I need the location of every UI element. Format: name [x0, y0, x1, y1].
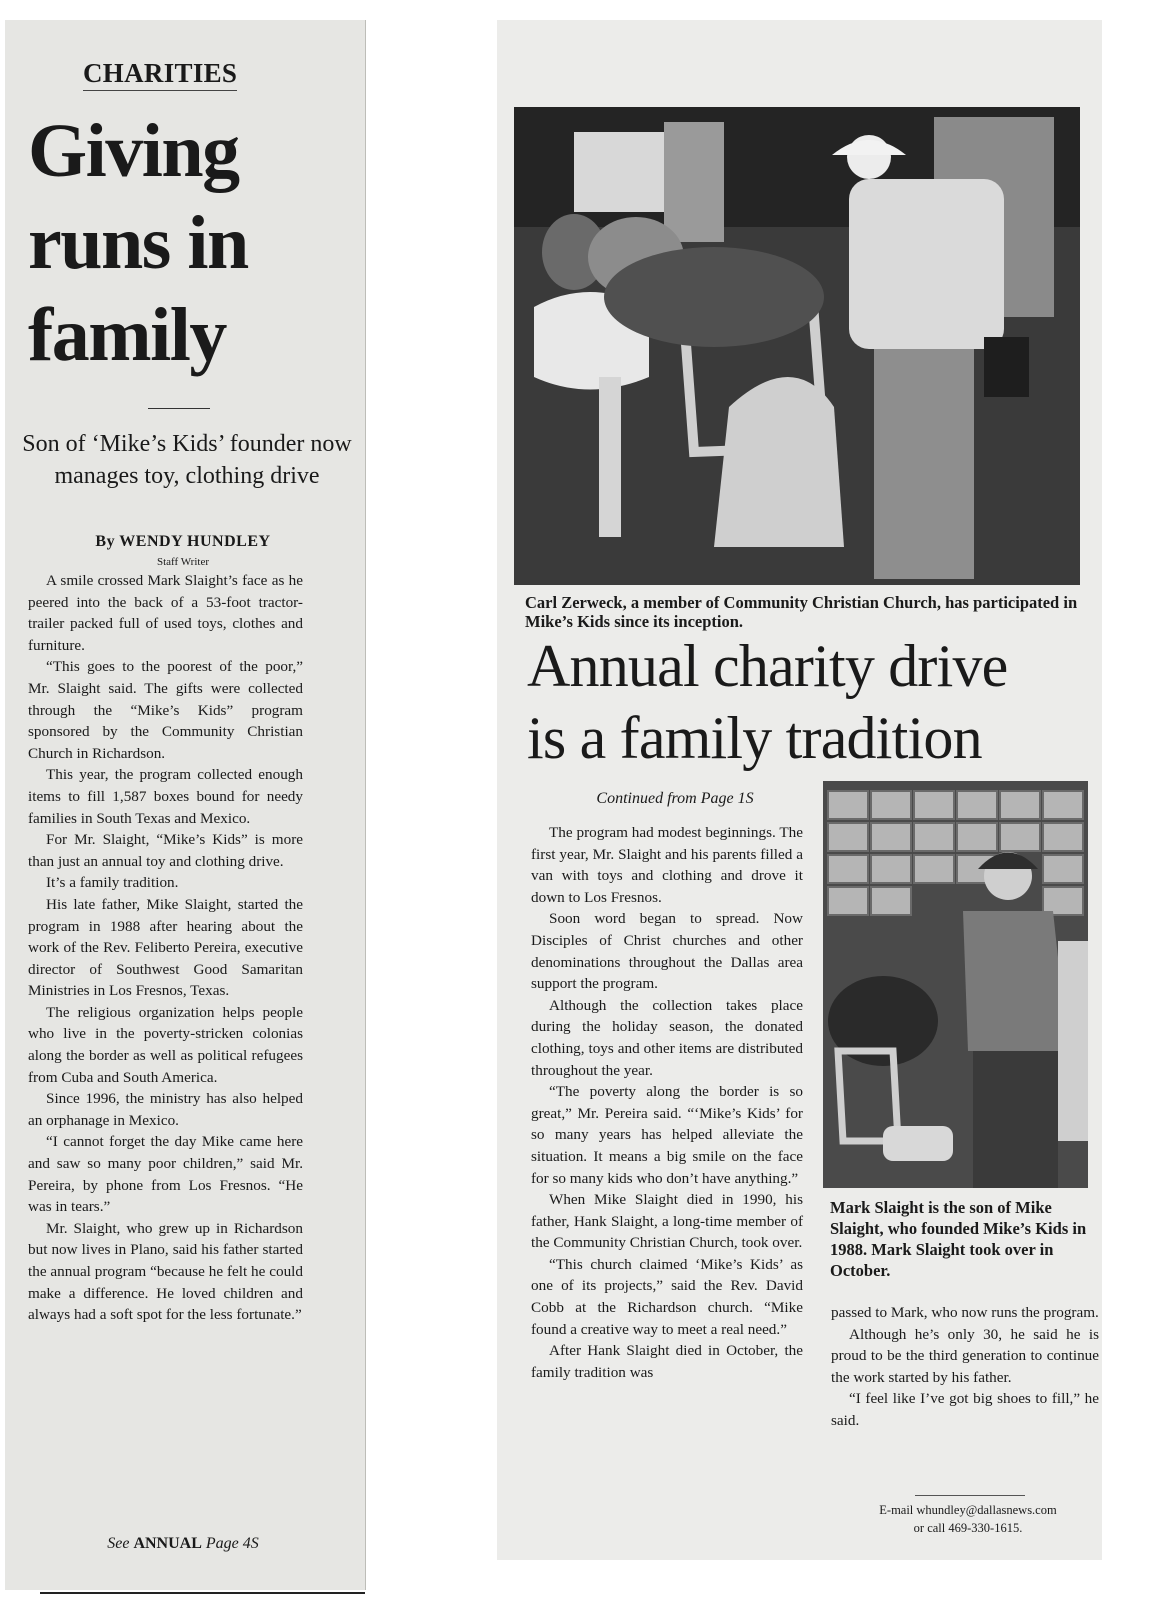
jump-word: ANNUAL — [133, 1535, 202, 1552]
paragraph: “This church claimed ‘Mike’s Kids’ as one of its projects,” said the Rev. David Cobb at the Richardson church. “Mike found a creative way to meet a real need.” — [531, 1255, 803, 1338]
bottom-rule — [40, 1592, 365, 1594]
paragraph: Mr. Slaight, who grew up in Richardson but now lives in Plano, said his father started the annual program “because he felt he could make a difference. He loved children and always had a soft spot for the less fortunate.” — [28, 1219, 303, 1324]
photo-mark-slaight — [823, 781, 1088, 1188]
jump-headline — [527, 630, 1102, 774]
right-article-column-1 — [531, 822, 803, 1383]
paragraph: “I feel like I’ve got big shoes to fill,” he said. — [831, 1390, 1099, 1429]
paragraph: “I cannot forget the day Mike came here and saw so many poor children,” said Mr. Pereira, by phone from Los Fresnos. “He was in tears.” — [28, 1133, 303, 1216]
jump-prefix: See — [107, 1535, 130, 1552]
photo-carl-zerweck — [514, 107, 1080, 585]
main-headline — [28, 105, 348, 381]
paragraph: Although he’s only 30, he said he is proud to be the third generation to continue the work started by his father. — [831, 1325, 1099, 1386]
paragraph: Since 1996, the ministry has also helped an orphanage in Mexico. — [28, 1090, 303, 1129]
headline-line: Giving — [28, 109, 239, 193]
headline-line: is a family tradition — [527, 705, 982, 771]
left-article-body — [28, 570, 303, 1326]
contact-info — [843, 1501, 1093, 1537]
staff-title: Staff Writer — [157, 556, 209, 568]
jump-line — [0, 1535, 366, 1553]
paragraph: His late father, Mike Slaight, started the program in 1988 after hearing about the work of the Rev. Feliberto Pereira, executive director of Southwest Good Samaritan Ministries in Los Fresnos, Texas. — [28, 895, 303, 1000]
email-rule — [915, 1495, 1025, 1496]
deck-subheadline: Son of ‘Mike’s Kids’ founder now manages toy, clothing drive — [22, 431, 352, 489]
paragraph: Soon word began to spread. Now Disciples of Christ churches and other denominations throughout the Dallas area support the program. — [531, 910, 803, 993]
paragraph: A smile crossed Mark Slaight’s face as he peered into the back of a 53-foot tractor-trailer packed full of used toys, clothes and furniture. — [28, 572, 303, 654]
email-line: E-mail whundley@dallasnews.com — [879, 1503, 1057, 1517]
photo1-caption: Carl Zerweck, a member of Community Christian Church, has participated in Mike’s Kids since its inception. — [525, 593, 1078, 631]
paragraph: This year, the program collected enough items to fill 1,587 boxes bound for needy families in South Texas and Mexico. — [28, 766, 303, 827]
paragraph: “The poverty along the border is so great,” Mr. Pereira said. “‘Mike’s Kids’ for so many years has helped alleviate the situation. It means a big smile on the face for so many kids who don’t have anything.” — [531, 1083, 803, 1187]
paragraph: After Hank Slaight died in October, the family tradition was — [531, 1342, 803, 1381]
paragraph: “This goes to the poorest of the poor,” Mr. Slaight said. The gifts were collected through the “Mike’s Kids” program sponsored by the Community Christian Church in Richardson. — [28, 658, 303, 762]
photo-image — [514, 107, 1080, 585]
paragraph: Although the collection takes place during the holiday season, the donated clothing, toys and other items are distributed throughout the year. — [531, 996, 803, 1079]
byline: By WENDY HUNDLEY — [95, 533, 271, 550]
jump-page: Page 4S — [205, 1535, 259, 1552]
paragraph: The religious organization helps people who live in the poverty-stricken colonias along the border as well as political refugees from Cuba and South America. — [28, 1003, 303, 1086]
paragraph: When Mike Slaight died in 1990, his father, Hank Slaight, a long-time member of the Community Christian Church, took over. — [531, 1191, 803, 1252]
paragraph: passed to Mark, who now runs the program. — [831, 1304, 1099, 1321]
continued-line: Continued from Page 1S — [596, 790, 754, 807]
section-kicker: CHARITIES — [83, 58, 237, 91]
right-article-column-2 — [831, 1302, 1099, 1432]
paragraph: For Mr. Slaight, “Mike’s Kids” is more than just an annual toy and clothing drive. — [28, 831, 303, 870]
phone-line: or call 469-330-1615. — [913, 1521, 1023, 1535]
photo2-caption: Mark Slaight is the son of Mike Slaight, who founded Mike’s Kids in 1988. Mark Slaight took over in October. — [830, 1198, 1087, 1280]
photo-image — [823, 781, 1088, 1188]
headline-line: Annual charity drive — [527, 633, 1008, 699]
paragraph: The program had modest beginnings. The first year, Mr. Slaight and his parents filled a van with toys and clothing and drove it down to Los Fresnos. — [531, 824, 803, 906]
headline-divider — [148, 408, 210, 409]
paragraph: It’s a family tradition. — [46, 874, 179, 892]
headline-line: family — [28, 293, 226, 377]
headline-line: runs in — [28, 201, 248, 285]
